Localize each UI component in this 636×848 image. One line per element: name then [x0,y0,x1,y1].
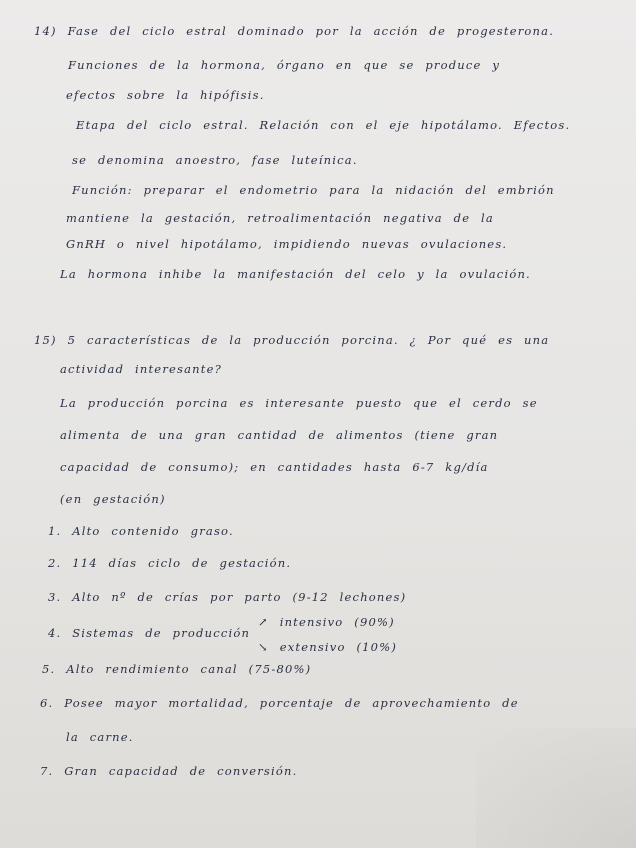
q15-answer-line-3: capacidad de consumo); en cantidades hasta 6-7 kg/día [60,460,489,474]
q14-answer-line-3: mantiene la gestación, retroalimentación negativa de la [66,211,494,225]
q15-item-4-branch-intensive: ↗ intensivo (90%) [258,615,395,629]
paper-shadow [476,728,636,848]
q15-item-2: 2. 114 días ciclo de gestación. [48,556,292,570]
q14-answer-line-5: La hormona inhibe la manifestación del celo y la ovulación. [60,267,531,281]
q14-title-line-4: Etapa del ciclo estral. Relación con el eje hipotálamo. Efectos. [76,118,571,132]
q15-item-5: 5. Alto rendimiento canal (75-80%) [42,662,312,676]
q15-answer-line-4: (en gestación) [60,492,166,506]
q14-title-line-2: Funciones de la hormona, órgano en que se produce y [68,58,501,72]
q15-item-4: 4. Sistemas de producción [48,626,251,640]
q15-item-6: 6. Posee mayor mortalidad, porcentaje de aprovechamiento de [40,696,519,710]
q15-answer-line-1: La producción porcina es interesante puesto que el cerdo se [60,396,538,410]
q14-answer-line-4: GnRH o nivel hipotálamo, impidiendo nuevas ovulaciones. [66,237,508,251]
q15-item-4-branch-extensive: ↘ extensivo (10%) [258,640,398,654]
q15-item-3: 3. Alto nº de crías por parto (9-12 lechones) [48,590,407,604]
q14-title-line-3: efectos sobre la hipófisis. [66,88,265,102]
q15-title-line-1: 15) 5 características de la producción porcina. ¿ Por qué es una [34,333,550,347]
q14-answer-line-1: se denomina anoestro, fase luteínica. [72,153,358,167]
q15-item-6-continuation: la carne. [66,730,134,744]
q14-title-line-1: 14) Fase del ciclo estral dominado por la acción de progesterona. [34,24,555,38]
q15-item-1: 1. Alto contenido graso. [48,524,234,538]
q14-answer-line-2: Función: preparar el endometrio para la nidación del embrión [72,183,555,197]
q15-item-7: 7. Gran capacidad de conversión. [40,764,298,778]
q15-title-line-2: actividad interesante? [60,362,222,376]
q15-answer-line-2: alimenta de una gran cantidad de alimentos (tiene gran [60,428,499,442]
